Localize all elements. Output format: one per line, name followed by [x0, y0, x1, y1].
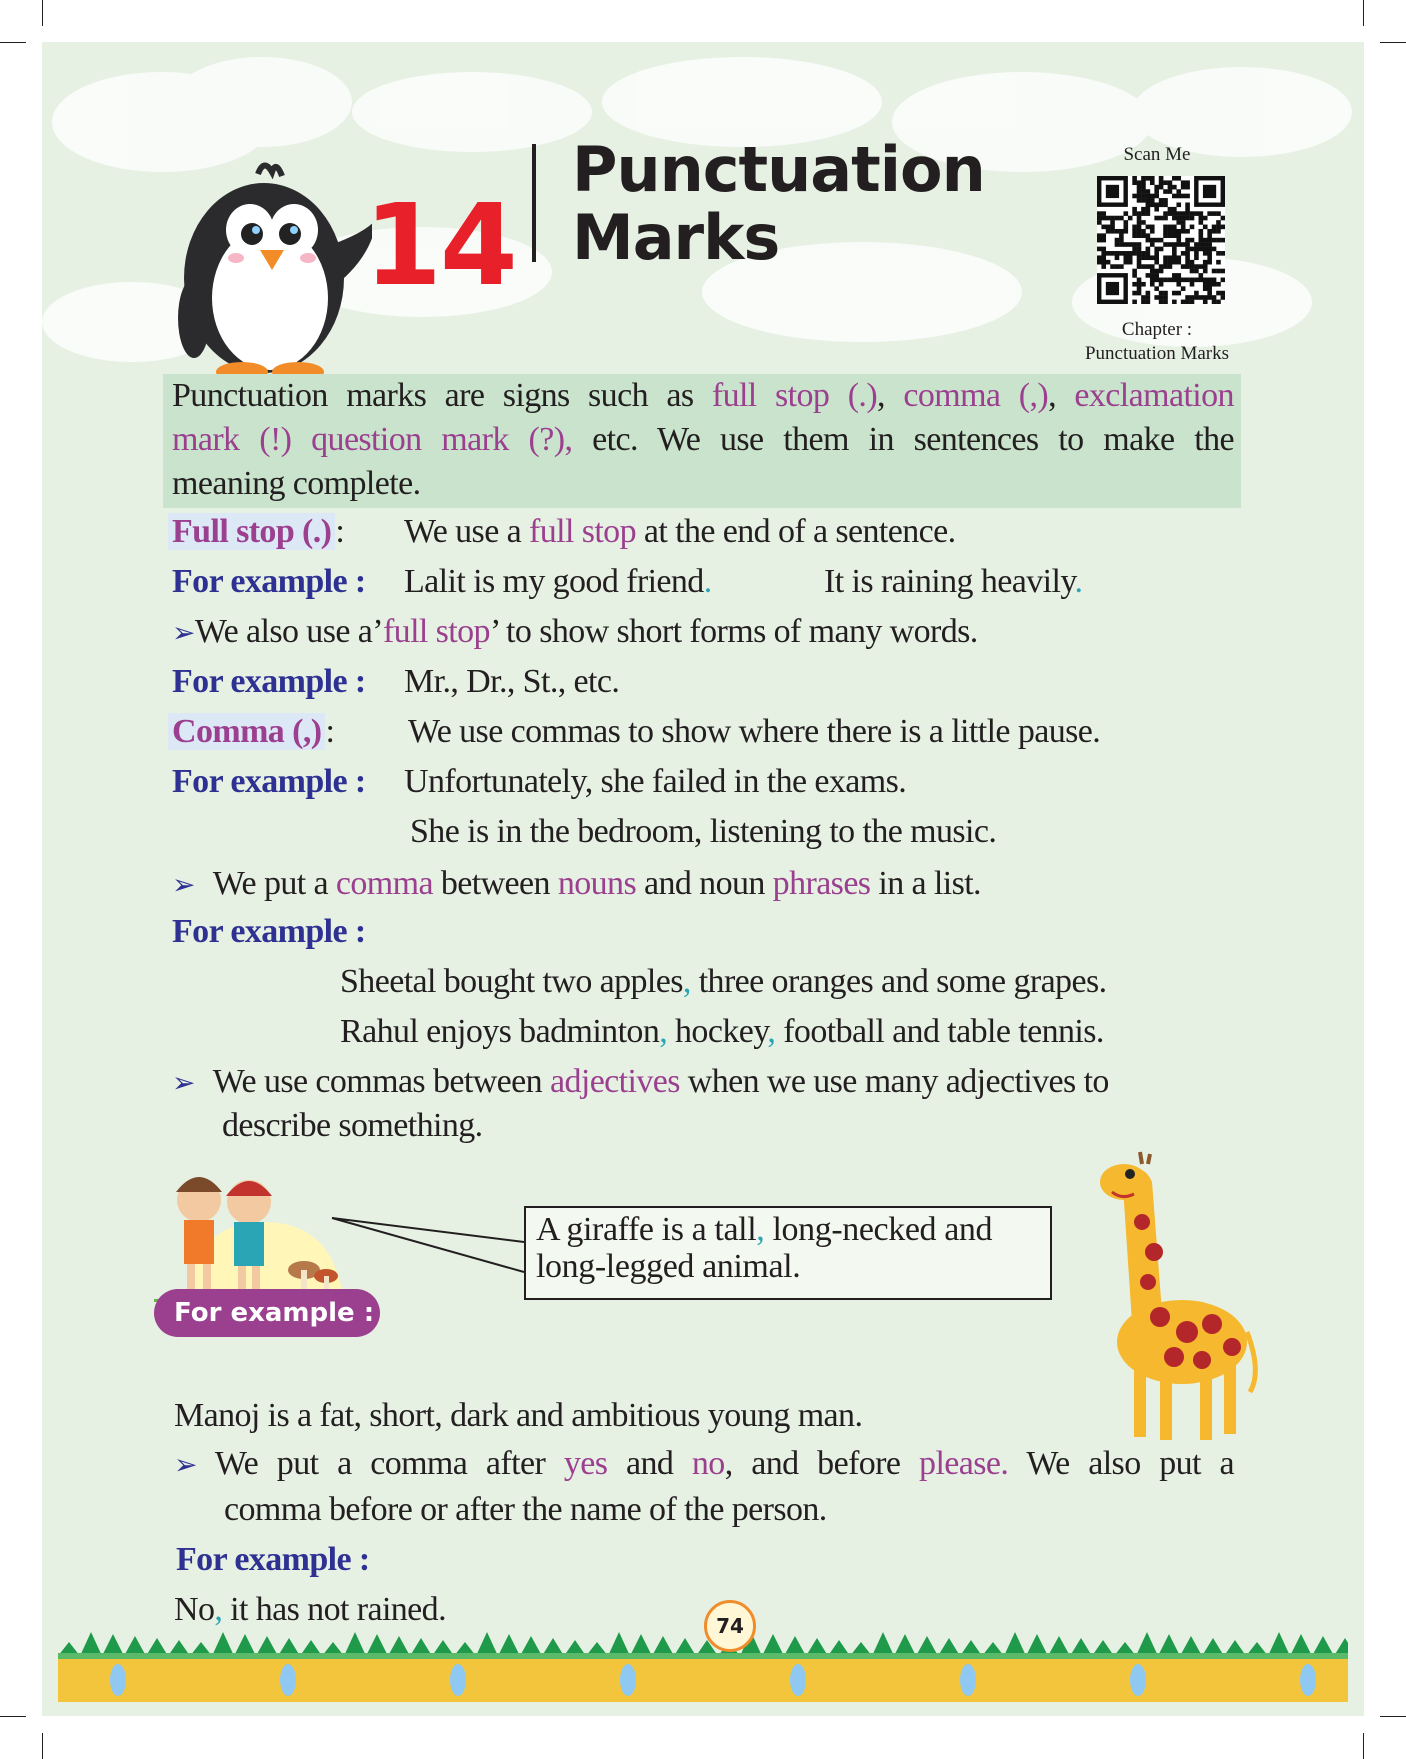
- highlight-comma: ,: [767, 1013, 776, 1050]
- full-stop-example-1: [404, 562, 712, 602]
- highlight-comma: ,: [659, 1013, 668, 1050]
- intro-text: Punctuation marks are signs such as: [172, 377, 712, 414]
- example-text: No: [174, 1591, 215, 1628]
- giraffe-illustration: [1082, 1142, 1262, 1452]
- adjectives-rule-cont: describe something.: [222, 1107, 483, 1144]
- example-text: Lalit is my good friend: [404, 563, 704, 600]
- intro-line-3: meaning complete.: [172, 465, 421, 502]
- rule-text: between: [432, 865, 558, 902]
- qr-caption: [1062, 318, 1252, 366]
- callout-line1: [536, 1211, 1040, 1248]
- example-label: For example :: [172, 663, 366, 700]
- short-forms-rule: [172, 612, 978, 653]
- crop-mark: [0, 1716, 26, 1717]
- yes-no-rule: [174, 1444, 1234, 1485]
- full-stop-definition: [404, 512, 956, 552]
- comma-definition: We use commas to show where there is a little pause.: [408, 713, 1101, 750]
- rule-text: We put a comma after: [214, 1445, 564, 1482]
- rule-text: in a list.: [870, 865, 981, 902]
- rule-text: We also use a’: [194, 613, 383, 650]
- example-text: football and table tennis.: [775, 1013, 1104, 1050]
- qr-caption-line2: Punctuation Marks: [1084, 343, 1230, 364]
- callout-pointer: [322, 1202, 532, 1292]
- kids-illustration: [154, 1162, 344, 1302]
- textbook-page: [42, 42, 1364, 1716]
- rule-text: We put a: [212, 865, 336, 902]
- term-phrases: phrases: [772, 865, 871, 902]
- chapter-title-line2: Marks: [572, 201, 780, 274]
- example-text: three oranges and some grapes.: [690, 963, 1107, 1000]
- rule-text: when we use many adjectives to: [679, 1063, 1109, 1100]
- crop-mark: [1363, 1733, 1364, 1759]
- crop-mark: [42, 0, 43, 26]
- highlight-comma: ,: [682, 963, 691, 1000]
- intro-text: ,: [877, 377, 904, 414]
- term-exclamation: exclamation: [1074, 377, 1234, 414]
- highlight-full-stop: .: [1074, 563, 1083, 600]
- full-stop-heading: [168, 512, 344, 552]
- example-text: It is raining heavily: [824, 563, 1075, 600]
- example-label: For example :: [172, 763, 366, 800]
- intro-text: etc. We use them in sentences to make the: [572, 421, 1234, 458]
- term-please: please.: [919, 1445, 1009, 1482]
- example-text: Rahul enjoys badminton: [340, 1013, 660, 1050]
- example-text: hockey: [667, 1013, 768, 1050]
- for-example-badge: For example :: [154, 1289, 380, 1337]
- penguin-illustration: [172, 138, 372, 388]
- term-question-mark: mark (!) question mark (?),: [172, 421, 573, 458]
- qr-code[interactable]: [1097, 176, 1225, 304]
- callout-line2: long-legged animal.: [536, 1248, 801, 1285]
- full-stop-example-2: [824, 562, 1082, 602]
- full-stop-term: Full stop (.): [168, 513, 335, 550]
- scan-me-label: Scan Me: [1123, 144, 1191, 165]
- crop-mark: [1380, 42, 1406, 43]
- example-label: For example :: [176, 1541, 370, 1578]
- term-comma: comma: [335, 865, 433, 902]
- comma-list-example-2: [340, 1012, 1104, 1052]
- example-label: For example :: [172, 563, 366, 600]
- chapter-title-line1: Punctuation: [572, 133, 985, 206]
- highlight-comma: ,: [214, 1591, 223, 1628]
- example-text: Sheetal bought two apples: [340, 963, 683, 1000]
- rule-text: ’ to show short forms of many words.: [489, 613, 978, 650]
- arrow-bullet-icon: ➢: [172, 1066, 195, 1099]
- comma-list-example-1: [340, 962, 1106, 1002]
- colon: :: [325, 713, 335, 750]
- example-text: it has not rained.: [222, 1591, 446, 1628]
- callout-text: long-necked and: [764, 1211, 993, 1248]
- definition-text: at the end of a sentence.: [635, 513, 956, 550]
- comma-heading: [168, 712, 334, 752]
- intro-text: ,: [1048, 377, 1075, 414]
- adjectives-rule: [172, 1062, 1109, 1103]
- title-divider: [532, 144, 536, 262]
- example-label: For example :: [172, 913, 366, 950]
- rule-text: We use commas between: [212, 1063, 550, 1100]
- highlight-full-stop: .: [703, 563, 712, 600]
- intro-line-2: [172, 420, 1234, 460]
- arrow-bullet-icon: ➢: [174, 1448, 197, 1481]
- yes-no-rule-cont: comma before or after the name of the person.: [224, 1491, 827, 1528]
- callout-text: A giraffe is a tall: [536, 1211, 757, 1248]
- term-full-stop: full stop: [528, 513, 636, 550]
- chapter-number: 14: [364, 181, 516, 311]
- giraffe-callout: [524, 1206, 1052, 1300]
- comma-list-rule: [172, 864, 981, 905]
- rule-text: and: [607, 1445, 692, 1482]
- term-full-stop: full stop (.): [711, 377, 878, 414]
- definition-text: We use a: [404, 513, 529, 550]
- term-yes: yes: [563, 1445, 608, 1482]
- rule-text: and noun: [636, 865, 773, 902]
- term-no: no: [691, 1445, 725, 1482]
- manoj-example: Manoj is a fat, short, dark and ambitious young man.: [174, 1397, 863, 1434]
- term-full-stop: full stop: [382, 613, 490, 650]
- rule-text: , and before: [724, 1445, 920, 1482]
- arrow-bullet-icon: ➢: [172, 868, 195, 901]
- page-number: 74: [704, 1600, 756, 1652]
- comma-term: Comma (,): [168, 713, 325, 750]
- colon: :: [335, 513, 345, 550]
- short-forms-examples: Mr., Dr., St., etc.: [404, 663, 620, 700]
- arrow-bullet-icon: ➢: [172, 616, 195, 649]
- footer-decoration: [58, 1622, 1348, 1702]
- intro-line-1: [172, 376, 1234, 416]
- crop-mark: [1363, 0, 1364, 26]
- term-adjectives: adjectives: [549, 1063, 680, 1100]
- comma-example-2: She is in the bedroom, listening to the music.: [410, 813, 997, 850]
- rule-text: We also put a: [1008, 1445, 1234, 1482]
- crop-mark: [0, 42, 26, 43]
- term-comma: comma (,): [903, 377, 1049, 414]
- highlight-comma: ,: [756, 1211, 765, 1248]
- term-nouns: nouns: [557, 865, 637, 902]
- chapter-title: [572, 133, 985, 274]
- qr-caption-line1: Chapter :: [1121, 319, 1193, 340]
- comma-example-1: Unfortunately, she failed in the exams.: [404, 763, 907, 800]
- crop-mark: [1380, 1716, 1406, 1717]
- crop-mark: [42, 1733, 43, 1759]
